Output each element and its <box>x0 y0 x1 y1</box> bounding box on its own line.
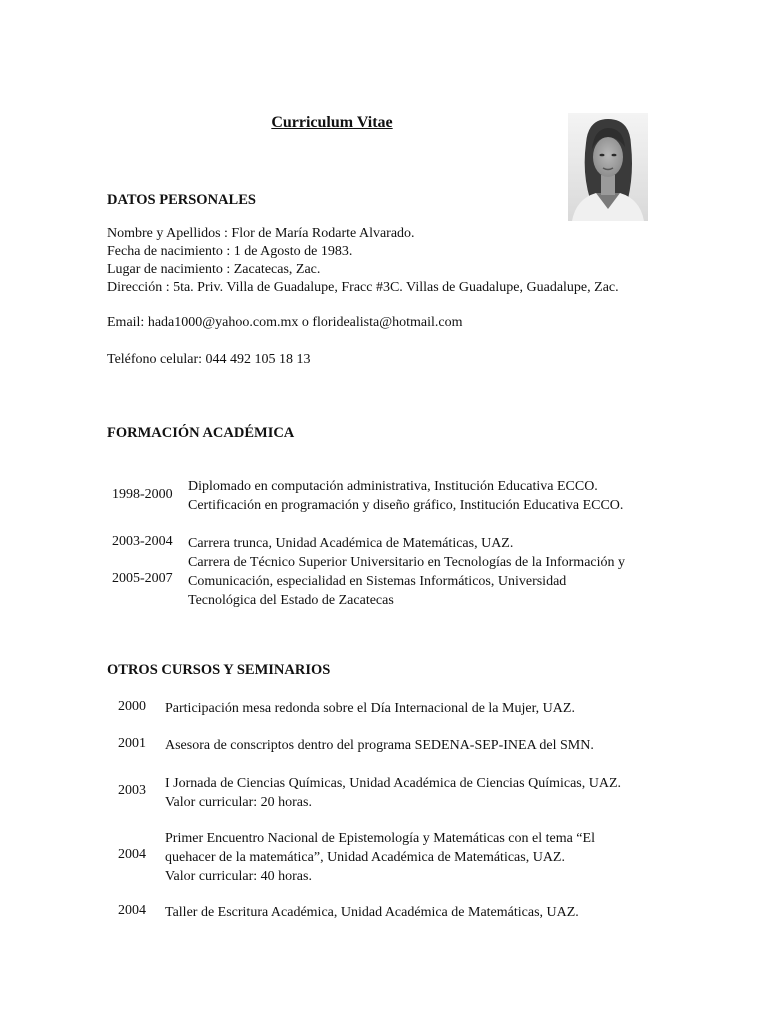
education-description <box>188 477 623 515</box>
course-year: 2001 <box>118 736 146 751</box>
section-heading-personal: DATOS PERSONALES <box>107 192 256 208</box>
education-line: Comunicación, especialidad en Sistemas Informáticos, Universidad <box>188 574 567 589</box>
course-description <box>165 829 595 886</box>
education-line: Certificación en programación y diseño gráfico, Institución Educativa ECCO. <box>188 498 624 513</box>
course-line: Taller de Escritura Académica, Unidad Académica de Matemáticas, UAZ. <box>165 905 579 920</box>
course-line: Primer Encuentro Nacional de Epistemología y Matemáticas con el tema “El <box>165 831 595 846</box>
course-year: 2004 <box>118 847 146 862</box>
profile-photo-image <box>568 113 648 221</box>
section-heading-education: FORMACIÓN ACADÉMICA <box>107 425 295 441</box>
personal-address: Dirección : 5ta. Priv. Villa de Guadalupe, Fracc #3C. Villas de Guadalupe, Guadalupe, Zac. <box>107 280 619 295</box>
course-description <box>165 774 621 812</box>
course-line: Valor curricular: 40 horas. <box>165 869 312 884</box>
education-years: 2005-2007 <box>112 571 173 586</box>
course-description <box>165 736 594 755</box>
education-years: 2003-2004 <box>112 534 173 549</box>
course-year: 2004 <box>118 903 146 918</box>
course-description <box>165 903 579 922</box>
personal-birthplace: Lugar de nacimiento : Zacatecas, Zac. <box>107 262 321 277</box>
course-year: 2000 <box>118 699 146 714</box>
personal-birthdate: Fecha de nacimiento : 1 de Agosto de 1983. <box>107 244 353 259</box>
education-line: Carrera trunca, Unidad Académica de Matemáticas, UAZ. <box>188 536 514 551</box>
education-description <box>188 534 513 553</box>
section-heading-courses: OTROS CURSOS Y SEMINARIOS <box>107 662 331 678</box>
personal-name: Nombre y Apellidos : Flor de María Rodarte Alvarado. <box>107 226 415 241</box>
education-line: Carrera de Técnico Superior Universitario en Tecnologías de la Información y <box>188 555 626 570</box>
course-description <box>165 699 575 718</box>
personal-phone: Teléfono celular: 044 492 105 18 13 <box>107 352 311 367</box>
education-line: Diplomado en computación administrativa, Institución Educativa ECCO. <box>188 479 598 494</box>
course-line: Valor curricular: 20 horas. <box>165 795 312 810</box>
course-line: I Jornada de Ciencias Químicas, Unidad Académica de Ciencias Químicas, UAZ. <box>165 776 622 791</box>
document-title: Curriculum Vitae <box>271 114 393 131</box>
education-years: 1998-2000 <box>112 487 173 502</box>
education-description <box>188 553 625 610</box>
course-line: Asesora de conscriptos dentro del programa SEDENA-SEP-INEA del SMN. <box>165 738 594 753</box>
course-line: quehacer de la matemática”, Unidad Académica de Matemáticas, UAZ. <box>165 850 565 865</box>
profile-photo <box>568 113 648 221</box>
course-line: Participación mesa redonda sobre el Día Internacional de la Mujer, UAZ. <box>165 701 575 716</box>
education-line: Tecnológica del Estado de Zacatecas <box>188 593 394 608</box>
course-year: 2003 <box>118 783 146 798</box>
personal-email: Email: hada1000@yahoo.com.mx o floridealista@hotmail.com <box>107 315 463 330</box>
